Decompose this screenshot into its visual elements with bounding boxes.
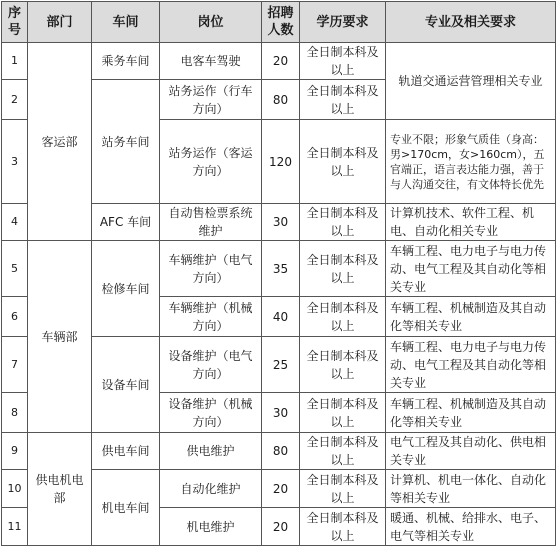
- table-row: [2, 241, 556, 297]
- recruitment-table: [1, 1, 556, 546]
- position-cell: 车辆维护（机械方向）: [160, 297, 262, 337]
- row-number: 7: [2, 337, 28, 393]
- edu-cell: 全日制本科及以上: [300, 241, 386, 297]
- table-row: [2, 433, 556, 470]
- workshop-cell: 设备车间: [92, 337, 160, 433]
- workshop-cell: 供电车间: [92, 433, 160, 470]
- header-row: [2, 2, 556, 43]
- edu-cell: 全日制本科及以上: [300, 508, 386, 546]
- row-number: 5: [2, 241, 28, 297]
- edu-cell: 全日制本科及以上: [300, 80, 386, 120]
- row-number: 10: [2, 470, 28, 508]
- workshop-cell: 机电车间: [92, 470, 160, 546]
- edu-cell: 全日制本科及以上: [300, 393, 386, 433]
- major-cell: 计算机技术、软件工程、机电、自动化相关专业: [386, 204, 556, 241]
- workshop-cell: 检修车间: [92, 241, 160, 337]
- header-edu: 学历要求: [300, 2, 386, 43]
- count-cell: 40: [262, 297, 300, 337]
- position-cell: 自动售检票系统维护: [160, 204, 262, 241]
- dept-cell: 供电机电部: [28, 433, 92, 546]
- row-number: 6: [2, 297, 28, 337]
- header-workshop: 车间: [92, 2, 160, 43]
- position-cell: 站务运作（行车方向）: [160, 80, 262, 120]
- row-number: 1: [2, 43, 28, 80]
- major-cell: 轨道交通运营管理相关专业: [386, 43, 556, 120]
- position-cell: 供电维护: [160, 433, 262, 470]
- count-cell: 35: [262, 241, 300, 297]
- row-number: 2: [2, 80, 28, 120]
- edu-cell: 全日制本科及以上: [300, 120, 386, 204]
- count-cell: 30: [262, 393, 300, 433]
- edu-cell: 全日制本科及以上: [300, 297, 386, 337]
- major-cell: 车辆工程、电力电子与电力传动、电气工程及其自动化等相关专业: [386, 337, 556, 393]
- position-cell: 设备维护（电气方向）: [160, 337, 262, 393]
- count-cell: 120: [262, 120, 300, 204]
- major-cell: 车辆工程、机械制造及其自动化等相关专业: [386, 393, 556, 433]
- edu-cell: 全日制本科及以上: [300, 43, 386, 80]
- header-no: 序号: [2, 2, 28, 43]
- count-cell: 30: [262, 204, 300, 241]
- row-number: 11: [2, 508, 28, 546]
- major-cell: 车辆工程、电力电子与电力传动、电气工程及其自动化等相关专业: [386, 241, 556, 297]
- edu-cell: 全日制本科及以上: [300, 337, 386, 393]
- major-cell: 车辆工程、机械制造及其自动化等相关专业: [386, 297, 556, 337]
- dept-cell: 车辆部: [28, 241, 92, 433]
- position-cell: 自动化维护: [160, 470, 262, 508]
- row-number: 8: [2, 393, 28, 433]
- edu-cell: 全日制本科及以上: [300, 470, 386, 508]
- edu-cell: 全日制本科及以上: [300, 433, 386, 470]
- position-cell: 站务运作（客运方向）: [160, 120, 262, 204]
- edu-cell: 全日制本科及以上: [300, 204, 386, 241]
- count-cell: 20: [262, 508, 300, 546]
- position-cell: 机电维护: [160, 508, 262, 546]
- major-cell: 暖通、机械、给排水、电子、电气等相关专业: [386, 508, 556, 546]
- major-cell: 专业不限；形象气质佳（身高：男>170cm，女>160cm），五官端正，语言表达能力强，善于与人沟通交往，有文体特长优先: [386, 120, 556, 204]
- header-count: 招聘人数: [262, 2, 300, 43]
- count-cell: 80: [262, 80, 300, 120]
- row-number: 4: [2, 204, 28, 241]
- workshop-cell: AFC 车间: [92, 204, 160, 241]
- major-cell: 电气工程及其自动化、供电相关专业: [386, 433, 556, 470]
- dept-cell: 客运部: [28, 43, 92, 241]
- row-number: 9: [2, 433, 28, 470]
- header-dept: 部门: [28, 2, 92, 43]
- workshop-cell: 乘务车间: [92, 43, 160, 80]
- position-cell: 设备维护（机械方向）: [160, 393, 262, 433]
- header-position: 岗位: [160, 2, 262, 43]
- table-row: [2, 43, 556, 80]
- workshop-cell: 站务车间: [92, 80, 160, 204]
- row-number: 3: [2, 120, 28, 204]
- position-cell: 车辆维护（电气方向）: [160, 241, 262, 297]
- position-cell: 电客车驾驶: [160, 43, 262, 80]
- count-cell: 25: [262, 337, 300, 393]
- count-cell: 20: [262, 43, 300, 80]
- count-cell: 80: [262, 433, 300, 470]
- count-cell: 20: [262, 470, 300, 508]
- major-cell: 计算机、机电一体化、自动化等相关专业: [386, 470, 556, 508]
- header-major: 专业及相关要求: [386, 2, 556, 43]
